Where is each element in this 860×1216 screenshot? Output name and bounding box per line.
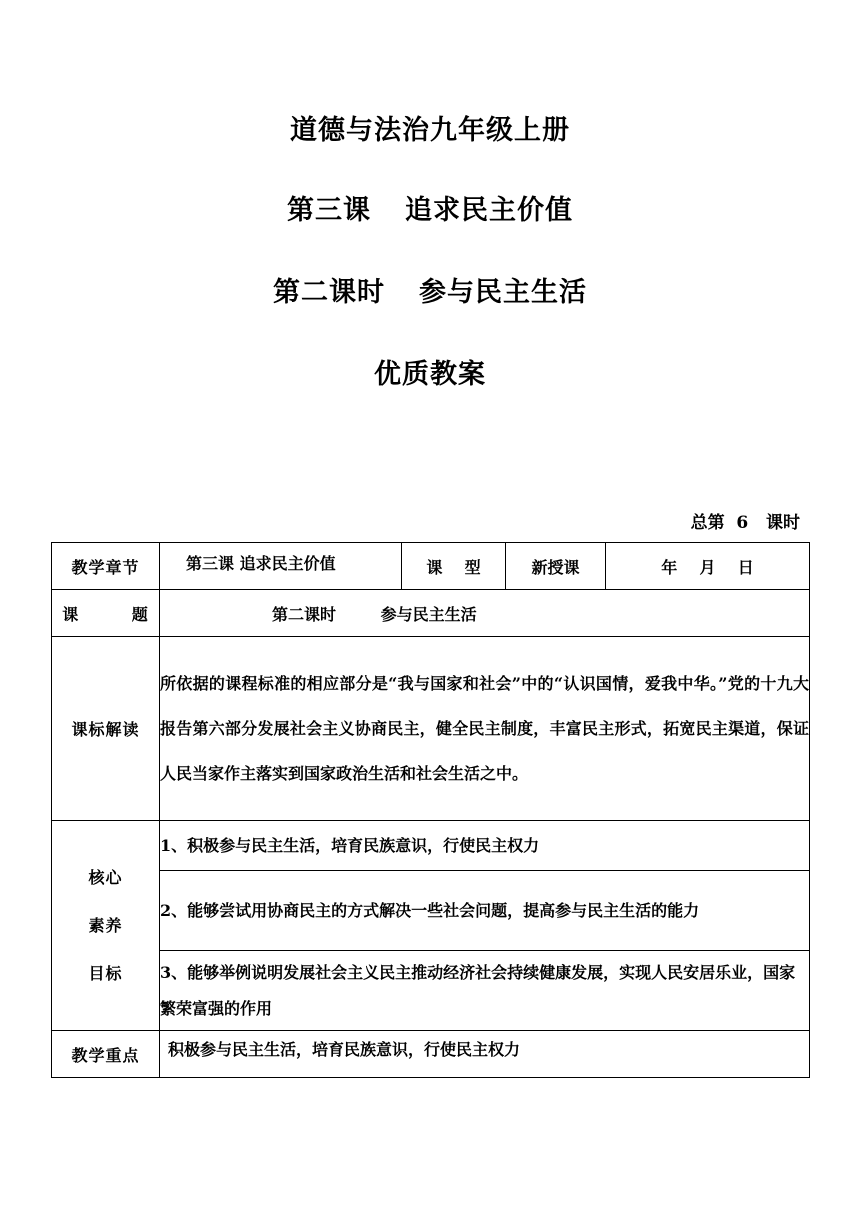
standard-label: 课标解读 <box>52 637 160 821</box>
lesson-title <box>0 188 860 227</box>
table-row-standard <box>52 637 810 821</box>
goal-item-3: 3、能够举例说明发展社会主义民主推动经济社会持续健康发展，实现人民安居乐业，国家繁荣富强的作用 <box>160 951 810 1031</box>
date-field: 年 月 日 <box>606 543 810 590</box>
lesson-number: 第三课 <box>287 195 371 226</box>
subtitle-text: 优质教案 <box>374 359 486 390</box>
table-row-chapter <box>52 543 810 590</box>
chapter-value: 第三课 追求民主价值 <box>160 543 402 590</box>
lesson-name: 追求民主价值 <box>405 195 573 226</box>
period-name: 参与民主生活 <box>419 277 587 308</box>
lesson-type-value: 新授课 <box>506 543 606 590</box>
lesson-type-label: 课 型 <box>402 543 506 590</box>
document-subtitle <box>0 352 860 391</box>
lesson-plan-table <box>51 542 810 1078</box>
title-line-1: 道德与法治九年级上册 <box>290 115 570 146</box>
table-row-key-point <box>52 1031 810 1078</box>
core-goals-label <box>52 821 160 1031</box>
goal-item-1: 1、积极参与民主生活，培育民族意识，行使民主权力 <box>160 821 810 871</box>
key-point-label: 教学重点 <box>52 1031 160 1078</box>
standard-text: 所依据的课程标准的相应部分是“我与国家和社会”中的“认识国情，爱我中华。”党的十九大报告第六部分发展社会主义协商民主，健全民主制度，丰富民主形式，拓宽民主渠道，保证人民当家作主落实到国家政治生活和社会生活之中。 <box>160 637 810 821</box>
topic-value: 第二课时 参与民主生活 <box>160 590 810 637</box>
topic-label: 课 题 <box>52 590 160 637</box>
period-title <box>0 270 860 309</box>
total-period-label: 总第 6 课时 <box>690 513 800 533</box>
core-goals-label-line-1: 核心 <box>88 867 123 887</box>
table-row-goal-1 <box>52 821 810 871</box>
core-goals-label-line-3: 目标 <box>88 963 123 983</box>
table-row-goal-2 <box>52 871 810 951</box>
period-number: 第二课时 <box>273 277 385 308</box>
core-goals-label-line-2: 素养 <box>88 915 123 935</box>
chapter-label: 教学章节 <box>52 543 160 590</box>
document-title <box>0 108 860 147</box>
goal-item-2: 2、能够尝试用协商民主的方式解决一些社会问题，提高参与民主生活的能力 <box>160 871 810 951</box>
table-row-topic <box>52 590 810 637</box>
key-point-value: 积极参与民主生活，培育民族意识，行使民主权力 <box>160 1031 810 1078</box>
table-row-goal-3 <box>52 951 810 1031</box>
